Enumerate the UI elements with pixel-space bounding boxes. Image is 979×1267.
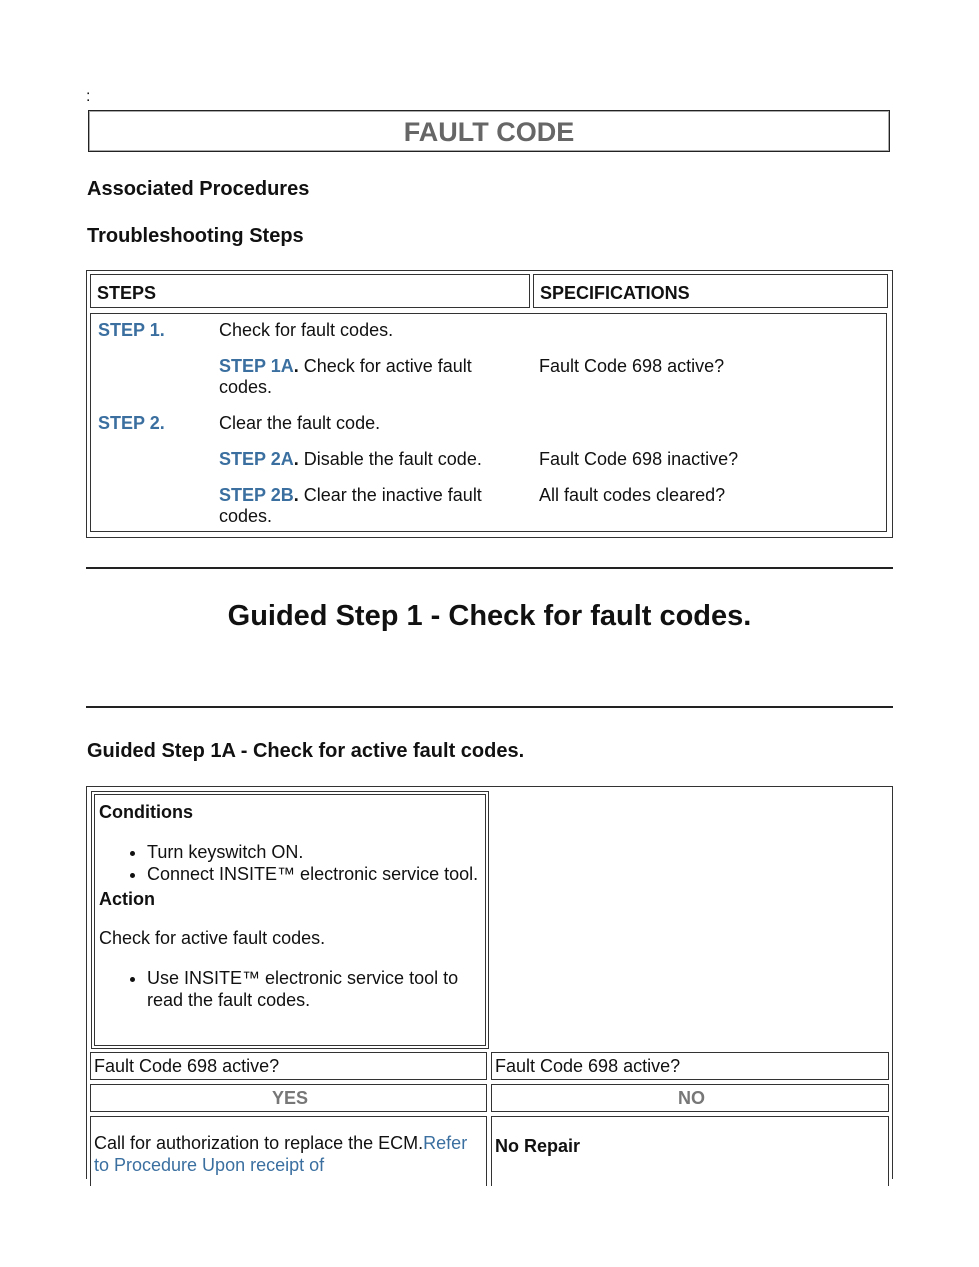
no-header: NO xyxy=(491,1084,889,1112)
conditions-label: Conditions xyxy=(99,802,193,822)
action-label: Action xyxy=(99,889,155,909)
step2b-text: Clear the inactive fault codes. xyxy=(219,485,482,526)
step2a-spec: Fault Code 698 inactive? xyxy=(539,449,739,469)
conditions-list xyxy=(99,841,481,885)
step2a-text: Disable the fault code. xyxy=(298,449,482,469)
troubleshooting-steps-heading: Troubleshooting Steps xyxy=(87,225,304,247)
specifications-column-header: SPECIFICATIONS xyxy=(533,274,888,308)
step2b-link[interactable]: STEP 2B xyxy=(219,485,294,505)
no-answer: No Repair xyxy=(491,1116,889,1186)
list-item: • Use INSITE™ electronic service tool to read the fault codes. xyxy=(147,967,481,1011)
step1a-row: STEP 1A. Check for active fault codes. xyxy=(219,356,472,397)
step2b-row: STEP 2B. Clear the inactive fault codes. xyxy=(219,485,482,526)
page-title: FAULT CODE xyxy=(403,117,575,147)
yes-header: YES xyxy=(90,1084,487,1112)
step2a-row: STEP 2A. Disable the fault code. xyxy=(219,449,482,469)
horizontal-rule xyxy=(86,706,893,708)
guided-step-table xyxy=(86,786,893,1179)
associated-procedures-heading: Associated Procedures xyxy=(87,178,310,200)
step1a-spec: Fault Code 698 active? xyxy=(539,356,725,376)
action-text: Check for active fault codes. xyxy=(99,928,326,948)
guided-step-1a-heading: Guided Step 1A - Check for active fault codes. xyxy=(87,740,525,762)
procedure-link[interactable]: Refer to Procedure Upon receipt of xyxy=(94,1133,468,1175)
steps-column-header: STEPS xyxy=(90,274,530,308)
step1-text: Check for fault codes. xyxy=(219,320,394,340)
step2b-spec: All fault codes cleared? xyxy=(539,485,726,505)
step1-link[interactable]: STEP 1. xyxy=(98,320,165,340)
step1a-link[interactable]: STEP 1A xyxy=(219,356,294,376)
steps-table xyxy=(86,270,893,538)
guided-step-1-heading: Guided Step 1 - Check for fault codes. xyxy=(227,600,752,632)
horizontal-rule xyxy=(86,567,893,569)
conditions-box xyxy=(91,791,489,1049)
conditions-inner xyxy=(94,794,486,1046)
yes-answer xyxy=(90,1116,487,1186)
step2a-link[interactable]: STEP 2A xyxy=(219,449,294,469)
stray-colon: : xyxy=(86,88,91,105)
title-box xyxy=(88,110,890,152)
step2-text: Clear the fault code. xyxy=(219,413,381,433)
action-list xyxy=(99,967,481,1011)
question-left: Fault Code 698 active? xyxy=(90,1052,487,1080)
list-item: • Turn keyswitch ON. xyxy=(147,841,481,863)
steps-body xyxy=(90,313,887,532)
step2-link[interactable]: STEP 2. xyxy=(98,413,165,433)
step1a-text: Check for active fault codes. xyxy=(219,356,472,397)
yes-answer-text: Call for authorization to replace the ECM. xyxy=(94,1133,424,1153)
list-item: • Connect INSITE™ electronic service tool. xyxy=(147,863,481,885)
question-right: Fault Code 698 active? xyxy=(491,1052,889,1080)
